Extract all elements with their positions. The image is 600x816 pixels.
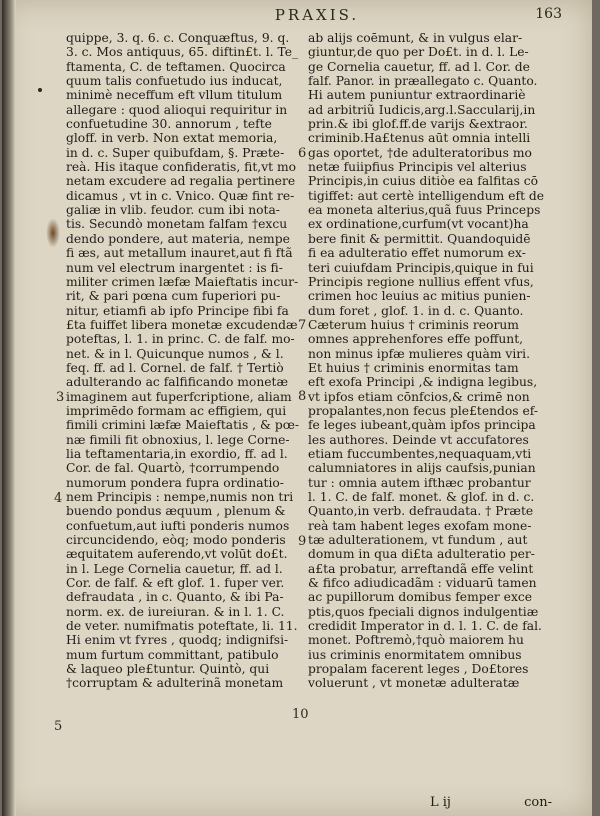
text-line: falf. Panor. in præallegato c. Quanto. <box>308 74 538 89</box>
text-line: tigiffet: aut certè intelligendum eft de <box>308 188 545 203</box>
text-line: dum foret , glof. 1. in d. c. Quanto. <box>308 303 524 318</box>
text-line: defraudata , in c. Quanto, & ibi Pa- <box>66 590 284 605</box>
text-line: ftamenta, C. de teftamen. Quocirca <box>66 59 286 74</box>
text-line: tæ adulterationem, vt fundum , aut <box>308 533 528 548</box>
text-line: tur : omnia autem ifthæc probantur <box>308 475 531 490</box>
text-line: eft exofa Principi ,& indigna legibus, <box>308 375 538 390</box>
text-line: confuetudine 30. annorum , tefte <box>66 117 272 132</box>
text-line: non minus ipfæ mulieres quàm viri. <box>308 346 531 361</box>
text-line: num vel electrum inargentet : is fi- <box>66 260 283 275</box>
text-line: ius criminis enormitatem omnibus <box>308 647 522 662</box>
text-line: de veter. numifmatis poteftate, li. 11. <box>66 619 298 634</box>
book-page <box>2 0 592 816</box>
text-line: monet. Poftremò,†quò maiorem hu <box>308 633 524 648</box>
page-number: 163 <box>535 6 562 22</box>
text-line: ge Cornelia cauetur, ff. ad l. Cor. de <box>308 59 530 74</box>
text-line: a£ta probatur, arreftandã effe velint <box>308 561 534 576</box>
margin-number-10: 10 <box>292 707 309 722</box>
text-line: imaginem aut fuperfcriptione, aliam <box>66 389 292 404</box>
text-line: ad arbitriũ Iudicis,arg.l.Saccularij,in <box>308 102 536 117</box>
text-line: in l. Lege Cornelia cauetur, ff. ad l. <box>66 561 283 576</box>
signature-mark: L ij <box>430 795 451 810</box>
text-line: dendo pondere, aut materia, nempe <box>66 231 290 246</box>
text-line: æquitatem auferendo,vt volūt do£t. <box>66 547 288 562</box>
text-line: Hi autem puniuntur extraordinariè <box>308 88 526 103</box>
text-line: feq. ff. ad l. Cornel. de falf. † Tertiò <box>66 360 284 375</box>
text-line: circuncidendo, eòq; modo ponderis <box>66 533 286 548</box>
text-line: fi æs, aut metallum inauret,aut fi ftã <box>66 246 293 261</box>
text-line: omnes apprehenfores effe poffunt, <box>308 332 524 347</box>
text-line: & fifco adiudicadãm : viduarū tamen <box>308 576 537 591</box>
text-line: ab alijs coēmunt, & in vulgus elar- <box>308 31 523 45</box>
text-line: reà. His itaque confideratis, fit,vt mo <box>66 160 297 175</box>
text-line: rit, & pari pœna cum fuperiori pu- <box>66 289 281 304</box>
text-line: nem Principis : nempe,numis non tri <box>66 490 294 504</box>
ink-dot <box>38 88 42 92</box>
text-line: numorum pondera fupra ordinatio- <box>66 475 284 490</box>
text-line: voluerunt , vt monetæ adulteratæ <box>308 676 520 691</box>
text-line: tis. Secundò monetam falfam †excu <box>66 217 288 232</box>
page-gutter-shadow <box>2 0 16 816</box>
text-line: criminib.Ha£tenus aūt omnia intelli <box>308 131 531 146</box>
text-line: netæ fuiipfius Principis vel alterius <box>308 160 527 175</box>
text-line: galiæ in vlib. feudor. cum ibi nota- <box>66 203 280 218</box>
text-line: domum in qua di£ta adulteratio per- <box>308 547 535 562</box>
text-line: gas oportet, †de adulteratoribus mo <box>308 145 532 160</box>
text-line: nitur, etiamfi ab ipfo Principe fibi fa <box>66 303 289 318</box>
text-line: confuetum,aut iufti ponderis numos <box>66 518 290 533</box>
margin-number-4: 4 <box>54 491 63 506</box>
text-line: militer crimen læfæ Maieftatis incur- <box>66 274 299 289</box>
text-line: imprimēdo formam ac effigiem, qui <box>66 403 287 418</box>
text-line: Principis regione nullius effent vfus, <box>308 274 534 289</box>
left-text-column <box>66 31 302 691</box>
right-text-column <box>308 31 545 691</box>
text-line: l. 1. C. de falf. monet. & glof. in d. c. <box>308 490 535 504</box>
text-line: £ta fuiffet libera monetæ excudendæ <box>66 317 298 332</box>
text-line: netam excudere ad regalia pertinere <box>66 174 296 189</box>
text-line: fe leges iubeant,quàm ipfos principa <box>308 418 536 433</box>
text-line: net. & in l. Quicunque numos , & l. <box>66 346 284 361</box>
text-line: & laqueo ple£tuntur. Quintò, qui <box>66 662 270 677</box>
text-line: ea moneta alterius,quã fuus Princeps <box>308 203 541 218</box>
text-line: norm. ex. de iureiuran. & in l. 1. C. <box>66 604 285 619</box>
margin-number-9: 9 <box>298 534 307 549</box>
text-line: propalam facerent leges , Do£tores <box>308 662 529 677</box>
text-line: fimili crimini læfæ Maieftatis , & pœ- <box>66 418 300 433</box>
text-line: dicamus , vt in c. Vnico. Quæ fint re- <box>66 188 295 203</box>
text-line: teri cuiufdam Principis,quique in fui <box>308 260 534 275</box>
text-line: ac pupillorum domibus femper exce <box>308 590 533 605</box>
text-line: credidit Imperator in d. l. 1. C. de fal. <box>308 619 542 634</box>
text-line: les authores. Deinde vt accufatores <box>308 432 529 447</box>
text-line: gloff. in verb. Non extat memoria, <box>66 131 278 146</box>
text-line: Cæterum huius † criminis reorum <box>308 317 519 332</box>
margin-number-3: 3 <box>56 390 65 405</box>
text-line: bere finit & permittit. Quandoquidē <box>308 231 531 246</box>
page-header <box>62 6 572 26</box>
running-title: PRAXIS. <box>274 6 360 24</box>
text-line: Cor. de falf. & eft glof. 1. fuper ver. <box>66 576 285 591</box>
text-line: lia teftamentaria,in exordio, ff. ad l. <box>66 446 288 461</box>
text-line: Et huius † criminis enormitas tam <box>308 360 519 375</box>
text-line: vt ipfos etiam cōnfcios,& crimē non <box>308 389 530 404</box>
text-line: prin.& ibi glof.ff.de varijs &extraor. <box>308 117 528 132</box>
text-line: allegare : quod alioqui requiritur in <box>66 102 288 117</box>
text-line: poteftas, l. 1. in princ. C. de falf. mo- <box>66 332 295 347</box>
text-line: crimen hoc leuius ac mitius punien- <box>308 289 531 304</box>
text-line: mum furtum committant, patibulo <box>66 647 279 662</box>
text-line: quippe, 3. q. 6. c. Conquæftus, 9. q. <box>66 31 290 45</box>
text-line: ptis,quos fpeciali dignos indulgentiæ <box>308 604 539 619</box>
text-line: ex ordinatione,curfum(vt vocant)ha <box>308 217 529 232</box>
ink-stain <box>46 218 60 248</box>
text-line: giuntur,de quo per Do£t. in d. l. Le- <box>308 45 529 60</box>
text-line: calumniatores in alijs caufsis,punian <box>308 461 536 476</box>
catchword: con- <box>524 795 552 810</box>
margin-number-8: 8 <box>298 389 307 404</box>
text-line: in d. c. Super quibufdam, §. Præte- <box>66 145 285 160</box>
text-line: 3. c. Mos antiquus, 65. diftin£t. l. Te_ <box>66 45 299 60</box>
text-line: buendo pondus æquum , plenum & <box>66 504 286 519</box>
text-line: næ fimili fit obnoxius, l. lege Corne- <box>66 432 290 447</box>
text-line: Cor. de fal. Quartò, †corrumpendo <box>66 461 280 476</box>
text-line: reà tam habent leges exofam mone- <box>308 518 532 533</box>
text-line: quum talis confuetudo ius inducat, <box>66 74 283 89</box>
text-line: Hi enim vt fʏres , quodq; indignifsi- <box>66 633 289 648</box>
text-line: propalantes,non fecus ple£tendos ef- <box>308 403 539 418</box>
margin-number-5: 5 <box>54 719 63 734</box>
text-line: Quanto,in verb. defraudata. † Præte <box>308 504 534 519</box>
text-line: adulterando ac falfificando monetæ <box>66 375 289 390</box>
text-line: minimè neceffum eft vllum titulum <box>66 88 283 103</box>
text-line: etiam fuccumbentes,nequaquam,vti <box>308 446 532 461</box>
margin-number-7: 7 <box>298 318 307 333</box>
text-line: Principis,in cuius ditiòe ea falfitas cō <box>308 174 539 189</box>
text-line: fi ea adulteratio effet numorum ex- <box>308 246 526 261</box>
page-footer <box>422 795 552 811</box>
margin-number-6: 6 <box>298 146 307 161</box>
text-line: †corruptam & adulterinã monetam <box>66 676 284 691</box>
